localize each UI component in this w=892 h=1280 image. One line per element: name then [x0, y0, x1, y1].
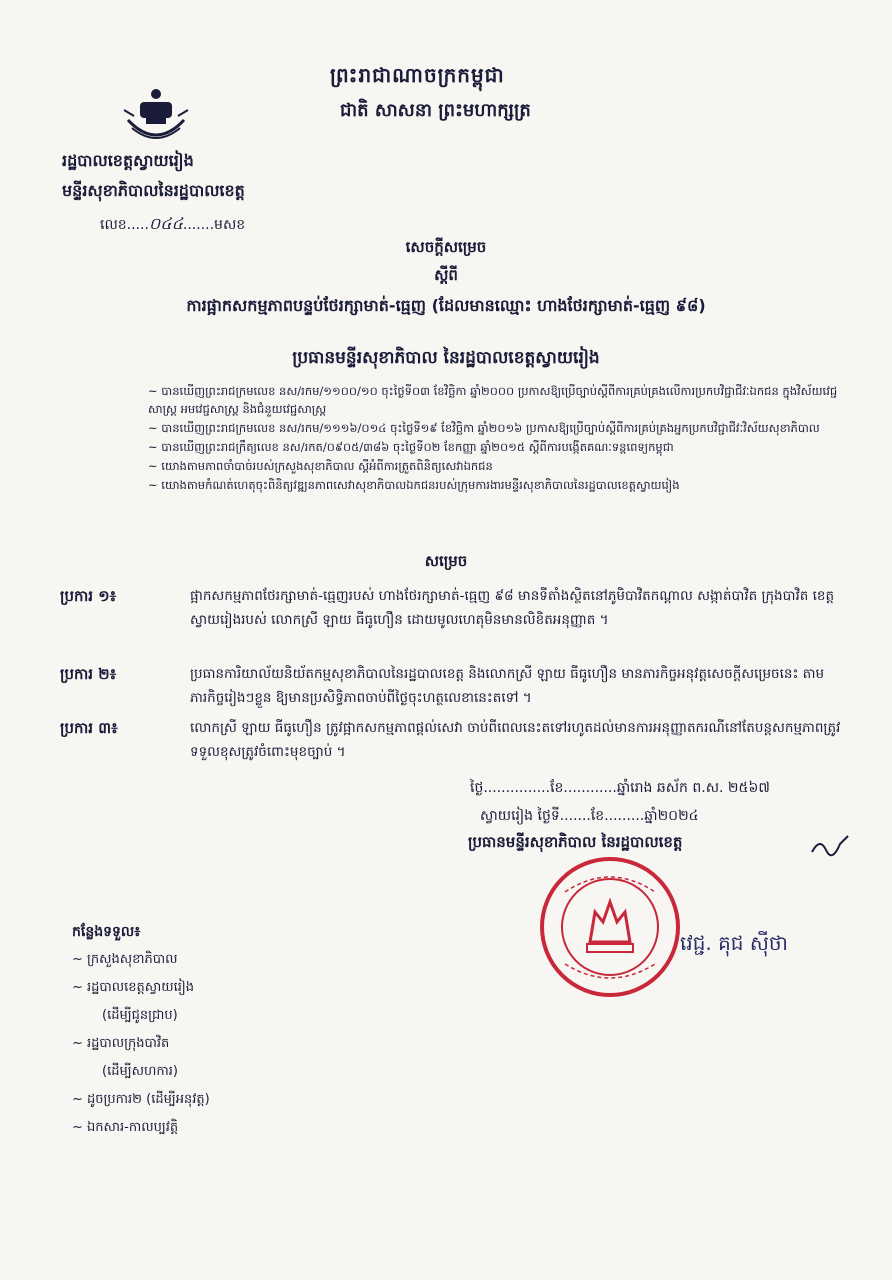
- document-type-title: សេចក្តីសម្រេច: [405, 238, 487, 256]
- signatory-title: ប្រធានមន្ទីរសុខាភិបាល នៃរដ្ឋបាលខេត្ត: [468, 833, 683, 851]
- signature-mark-icon: [810, 832, 850, 862]
- recipient-item: ~ រដ្ឋបាលខេត្តស្វាយរៀង: [72, 980, 195, 995]
- recipient-note: (ដើម្បីសហការ): [102, 1064, 178, 1079]
- official-stamp-icon: [535, 852, 685, 1002]
- recipient-item: ~ ឯកសារ-កាលប្បវត្តិ: [72, 1120, 179, 1135]
- recipients-heading: កន្លែងទទួល៖: [72, 924, 141, 940]
- recipient-item: ~ រដ្ឋបាលក្រុងបាវិត: [72, 1036, 170, 1051]
- issuer-department: មន្ទីរសុខាភិបាលនៃរដ្ឋបាលខេត្ត: [62, 181, 245, 200]
- consideration-item: ~ បានឃើញព្រះរាជក្រមលេខ នស/រកម/១១១៦/០១៤ ចុះថ្ងៃទី១៩ ខែវិច្ឆិកា ឆ្នាំ២០១៦ ប្រកាសឱ្យប្រើច្បាប់ស្តីពីការគ្រប់គ្រងអ្នកប្រកបវិជ្ជាជីវៈវិស័យសុខាភិបាល: [148, 421, 820, 435]
- article-label: ប្រការ ២៖: [60, 665, 117, 683]
- reference-number: [100, 213, 245, 237]
- recipient-note: (ដើម្បីជូនជ្រាប): [102, 1008, 178, 1023]
- article-3: [60, 716, 860, 764]
- kingdom-heading: ព្រះរាជាណាចក្រកម្ពុជា: [330, 63, 505, 87]
- national-emblem-icon: [120, 80, 192, 152]
- subject-title: ការផ្អាកសកម្មភាពបន្ទប់ថែរក្សាមាត់-ធ្មេញ (ដែលមានឈ្មោះ ហាងថែរក្សាមាត់-ធ្មេញ ៩៨): [186, 296, 706, 315]
- article-1: [60, 584, 860, 632]
- consideration-item: ~ បានឃើញព្រះរាជក្រមលេខ នស/រកម/១១០០/១០ ចុះថ្ងៃទី០៣ ខែវិច្ឆិកា ឆ្នាំ២០០០ ប្រកាសឱ្យប្រើច្បាប់ស្តីពីការគ្រប់គ្រងលើការប្រកបវិជ្ជាជីវៈឯកជន ក្នុងវិស័យវេជ្ជសាស្រ្ត អមវេជ្ជសាស្រ្ត និងជំនួយវេជ្ជសាស្រ្ត: [148, 384, 838, 416]
- article-2: [60, 662, 860, 710]
- recipient-item: ~ ក្រសួងសុខាភិបាល: [72, 952, 178, 967]
- consideration-item: ~ យោងតាមភាពចាំបាច់របស់ក្រសួងសុខាភិបាល ស្តីអំពីការត្រួតពិនិត្យសេវាឯកជន: [148, 459, 493, 473]
- recipients-block: [72, 918, 210, 1142]
- article-label: ប្រការ ១៖: [60, 587, 117, 605]
- consideration-item: ~ បានឃើញព្រះរាជក្រឹត្យលេខ នស/រកត/០៩០៥/៣៨៦ ចុះថ្ងៃទី០២ ខែកញ្ញា ឆ្នាំ២០១៥ ស្តីពីការបង្កើតគណៈទន្តពេទ្យកម្ពុជា: [148, 440, 674, 454]
- recipient-item: ~ ដូចប្រការ២ (ដើម្បីអនុវត្ត): [72, 1092, 210, 1107]
- lunar-date: ថ្ងៃ...............ខែ............ឆ្នាំរោង ឆស័ក ព.ស. ២៥៦៧: [470, 780, 770, 796]
- authority-title: ប្រធានមន្ទីរសុខាភិបាល នៃរដ្ឋបាលខេត្តស្វាយរៀង: [292, 348, 600, 368]
- issuer-province: រដ្ឋបាលខេត្តស្វាយរៀង: [62, 151, 194, 170]
- considerations-list: [148, 382, 848, 495]
- article-label: ប្រការ ៣៖: [60, 719, 118, 737]
- article-text: ផ្អាកសកម្មភាពថែរក្សាមាត់-ធ្មេញរបស់ ហាងថែរក្សាមាត់-ធ្មេញ ៩៨ មានទីតាំងស្ថិតនៅភូមិបាវិតកណ្តាល សង្កាត់បាវិត ក្រុងបាវិត ខេត្តស្វាយរៀងរបស់ លោកស្រី ឡាយ ធីធូហឿន ដោយមូលហេតុមិនមានលិខិតអនុញ្ញាត ។: [190, 588, 835, 628]
- solar-date: ស្វាយរៀង ថ្ងៃទី.......ខែ.........ឆ្នាំ២០២៤: [480, 808, 699, 824]
- signatory-name: វេជ្ជ. គុជ ស៊ីថា: [680, 931, 788, 955]
- consideration-item: ~ យោងតាមកំណត់ហេតុចុះពិនិត្យវឌ្ឍនភាពសេវាសុខាភិបាលឯកជនរបស់ក្រុមការងារមន្ទីរសុខាភិបាលនៃរដ្ឋបាលខេត្តស្វាយរៀង: [148, 478, 680, 492]
- ref-prefix: លេខ.....: [100, 217, 149, 233]
- article-text: លោកស្រី ឡាយ ធីធូហឿន ត្រូវផ្អាកសកម្មភាពផ្តល់សេវា ចាប់ពីពេលនេះតទៅរហូតដល់មានការអនុញ្ញាតករណីនៅតែបន្តសកម្មភាពត្រូវទទួលខុសត្រូវចំពោះមុខច្បាប់ ។: [190, 720, 841, 760]
- decision-heading: សម្រេច: [424, 552, 468, 570]
- national-motto: ជាតិ សាសនា ព្រះមហាក្សត្រ: [340, 100, 531, 121]
- article-text: ប្រធានការិយាល័យនិយ័តកម្មសុខាភិបាលនៃរដ្ឋបាលខេត្ត និងលោកស្រី ឡាយ ធីធូហឿន មានភារកិច្ចអនុវត្តសេចក្តីសម្រេចនេះ តាមភារកិច្ចរៀងៗខ្លួន ឱ្យមានប្រសិទ្ធិភាពចាប់ពីថ្ងៃចុះហត្ថលេខានេះតទៅ ។: [190, 666, 825, 706]
- ref-suffix: .......មសខ: [182, 217, 246, 233]
- subject-label: ស្តីពី: [434, 266, 458, 284]
- ref-number: ០៤៤: [148, 214, 183, 233]
